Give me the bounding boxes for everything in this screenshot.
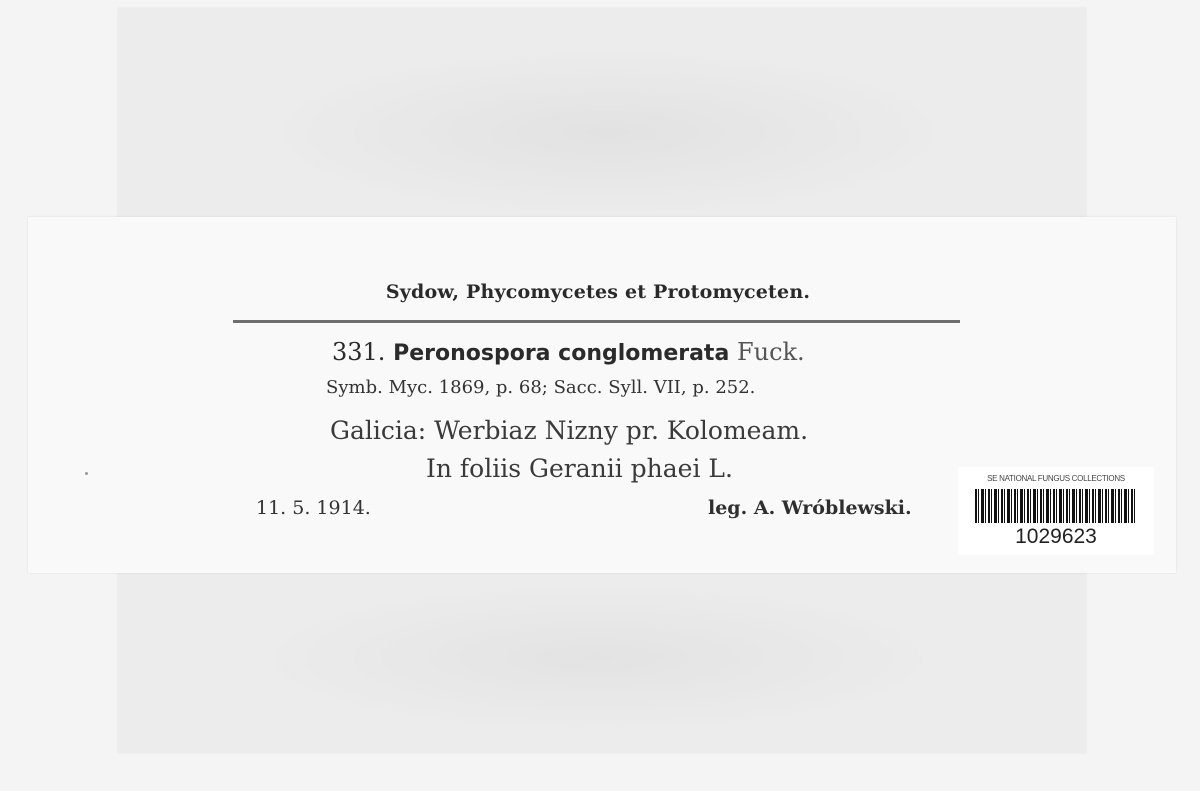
barcode-institution: SE NATIONAL FUNGUS COLLECTIONS — [987, 474, 1125, 483]
species-line — [332, 338, 805, 366]
collector: leg. A. Wróblewski. — [708, 497, 912, 519]
literature-reference: Symb. Myc. 1869, p. 68; Sacc. Syll. VII, p. 252. — [326, 377, 756, 398]
collection-date: 11. 5. 1914. — [256, 497, 371, 519]
sheet-shadow-lower — [248, 583, 948, 733]
speck — [85, 472, 88, 475]
barcode-number: 1029623 — [1015, 525, 1097, 548]
species-author: Fuck. — [736, 338, 805, 366]
barcode-bars-icon — [975, 489, 1137, 523]
sheet-shadow-upper — [258, 48, 958, 218]
exsiccata-number: 331. — [332, 338, 386, 366]
barcode-label — [958, 467, 1154, 555]
species-name: Peronospora conglomerata — [393, 341, 730, 366]
label-header: Sydow, Phycomycetes et Protomyceten. — [385, 281, 811, 303]
header-rule — [233, 320, 960, 323]
locality: Galicia: Werbiaz Nizny pr. Kolomeam. — [330, 416, 809, 445]
host-plant: In foliis Geranii phaei L. — [426, 454, 733, 483]
